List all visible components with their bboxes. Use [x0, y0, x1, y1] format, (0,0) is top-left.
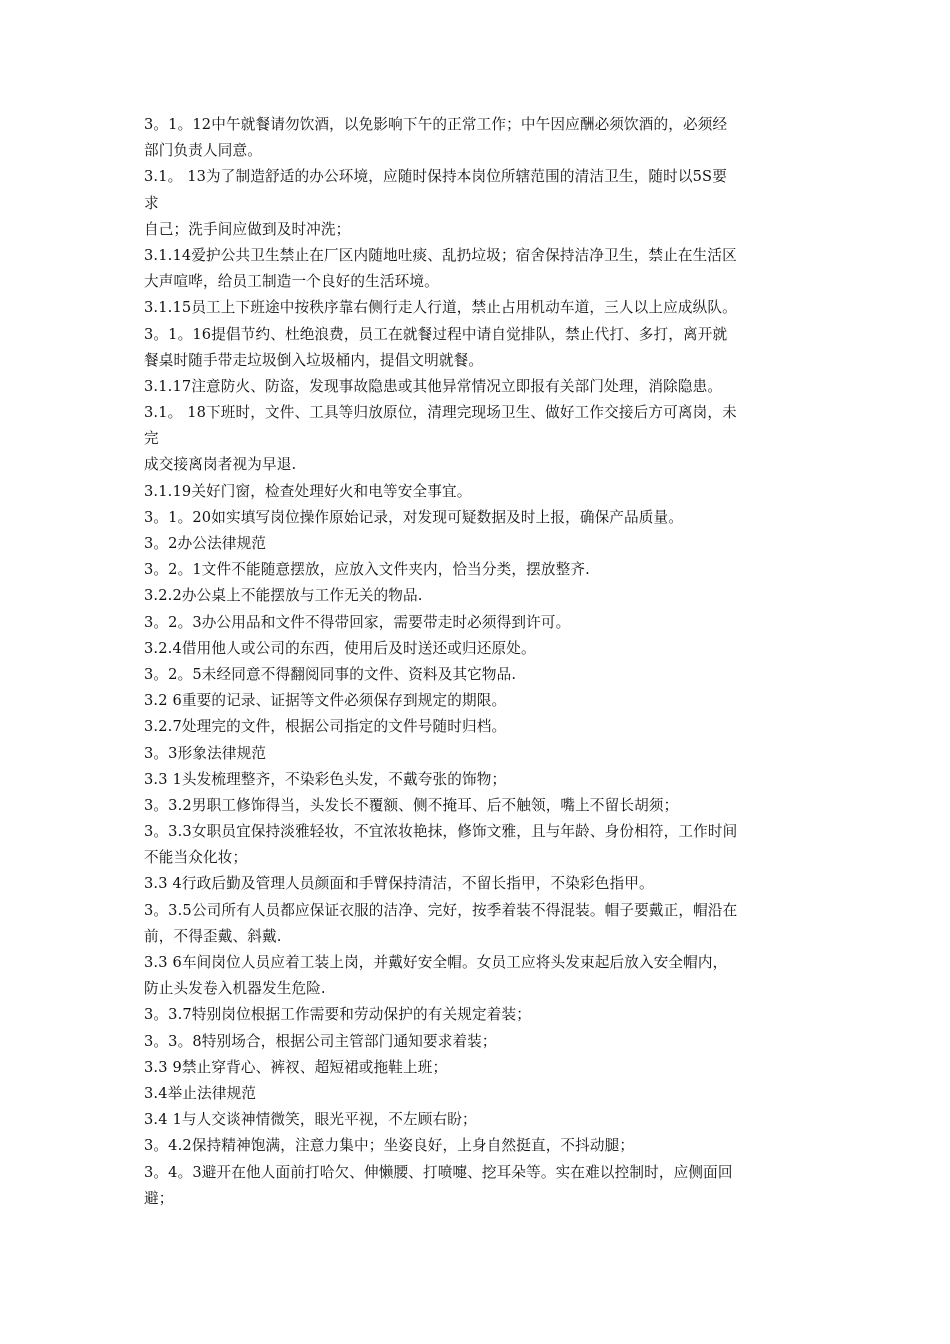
text-line: 3.1.15员工上下班途中按秩序靠右侧行走人行道，禁止占用机动车道，三人以上应成纵队。: [144, 299, 737, 317]
text-line: 求: [144, 194, 159, 212]
text-line: 3.3 9禁止穿背心、裤衩、超短裙或拖鞋上班；: [144, 1058, 448, 1076]
text-line: 3。1。16提倡节约、杜绝浪费，员工在就餐过程中请自觉排队，禁止代打、多打，离开就: [144, 325, 728, 343]
document-body: [144, 112, 816, 1212]
section-heading: 3。2办公法律规范: [144, 535, 267, 552]
text-line: 3.1.17注意防火、防盗，发现事故隐患或其他异常情况立即报有关部门处理，消除隐患。: [144, 377, 723, 395]
text-line: 3。4。3避开在他人面前打哈欠、伸懒腰、打喷嚏、挖耳朵等。实在难以控制时，应侧面回: [144, 1163, 733, 1181]
text-line: 3。3.2男职工修饰得当，头发长不覆额、侧不掩耳、后不触领，嘴上不留长胡须；: [144, 796, 679, 814]
text-line: 3。3。8特别场合，根据公司主管部门通知要求着装；: [144, 1032, 497, 1050]
text-line: 3。2。1文件不能随意摆放，应放入文件夹内，恰当分类，摆放整齐.: [144, 561, 590, 579]
text-line: 3。3.7特别岗位根据工作需要和劳动保护的有关规定着装；: [144, 1006, 531, 1024]
text-line: 部门负责人同意。: [144, 142, 262, 160]
section-heading: 3.4举止法律规范: [144, 1084, 257, 1102]
text-line: 前，不得歪戴、斜戴.: [144, 927, 282, 945]
text-line: 3。3.5公司所有人员都应保证衣服的洁净、完好，按季着装不得混装。帽子要戴正，帽沿在: [144, 901, 738, 919]
text-line: 3。2。5未经同意不得翻阅同事的文件、资料及其它物品.: [144, 665, 517, 683]
text-line: 3。1。12中午就餐请勿饮酒，以免影响下午的正常工作；中午因应酬必须饮酒的，必须经: [144, 116, 728, 133]
text-line: 3。2。3办公用品和文件不得带回家，需要带走时必须得到许可。: [144, 613, 571, 631]
text-line: 餐桌时随手带走垃圾倒入垃圾桶内，提倡文明就餐。: [144, 351, 484, 369]
text-line: 自己；洗手间应做到及时冲洗；: [144, 220, 351, 238]
text-line: 3.3 4行政后勤及管理人员颜面和手臂保持清洁，不留长指甲，不染彩色指甲。: [144, 875, 654, 893]
text-line: 3.3 1头发梳理整齐，不染彩色头发，不戴夸张的饰物；: [144, 770, 507, 788]
text-line: 3.1.14爱护公共卫生禁止在厂区内随地吐痰、乱扔垃圾；宿舍保持洁净卫生，禁止在生活区: [144, 246, 737, 264]
text-line: 3.2.4借用他人或公司的东西，使用后及时送还或归还原处。: [144, 639, 536, 657]
text-line: 3.1.19关好门窗，检查处理好火和电等安全事宜。: [144, 482, 472, 500]
text-line: 大声喧哗，给员工制造一个良好的生活环境。: [144, 273, 439, 291]
text-line: 3.4 1与人交谈神情微笑，眼光平视，不左顾右盼；: [144, 1111, 477, 1129]
text-line: 3.2 6重要的记录、证据等文件必须保存到规定的期限。: [144, 692, 507, 710]
text-line: 成交接离岗者视为早退.: [144, 456, 297, 474]
text-line: 3.2.2办公桌上不能摆放与工作无关的物品.: [144, 587, 423, 605]
text-line: 3。3.3女职员宜保持淡雅轻妆，不宜浓妆艳抹，修饰文雅，且与年龄、身份相符，工作时间: [144, 823, 738, 841]
text-line: 3.3 6车间岗位人员应着工装上岗，并戴好安全帽。女员工应将头发束起后放入安全帽内，: [144, 954, 728, 971]
text-line: 避；: [144, 1189, 174, 1207]
text-line: 不能当众化妆；: [144, 849, 248, 867]
text-line: 完: [144, 430, 159, 448]
text-line: 3.2.7处理完的文件，根据公司指定的文件号随时归档。: [144, 718, 507, 736]
section-heading: 3。3形象法律规范: [144, 744, 267, 762]
text-line: 3.1。 18下班时，文件、工具等归放原位，清理完现场卫生、做好工作交接后方可离岗，未: [144, 404, 737, 422]
text-line: 3。4.2保持精神饱满，注意力集中；坐姿良好，上身自然挺直，不抖动腿；: [144, 1137, 635, 1155]
text-line: 3。1。20如实填写岗位操作原始记录，对发现可疑数据及时上报，确保产品质量。: [144, 508, 684, 526]
text-line: 防止头发卷入机器发生危险.: [144, 980, 326, 998]
text-line: 3.1。 13为了制造舒适的办公环境，应随时保持本岗位所辖范围的清洁卫生，随时以5S要: [144, 168, 727, 186]
